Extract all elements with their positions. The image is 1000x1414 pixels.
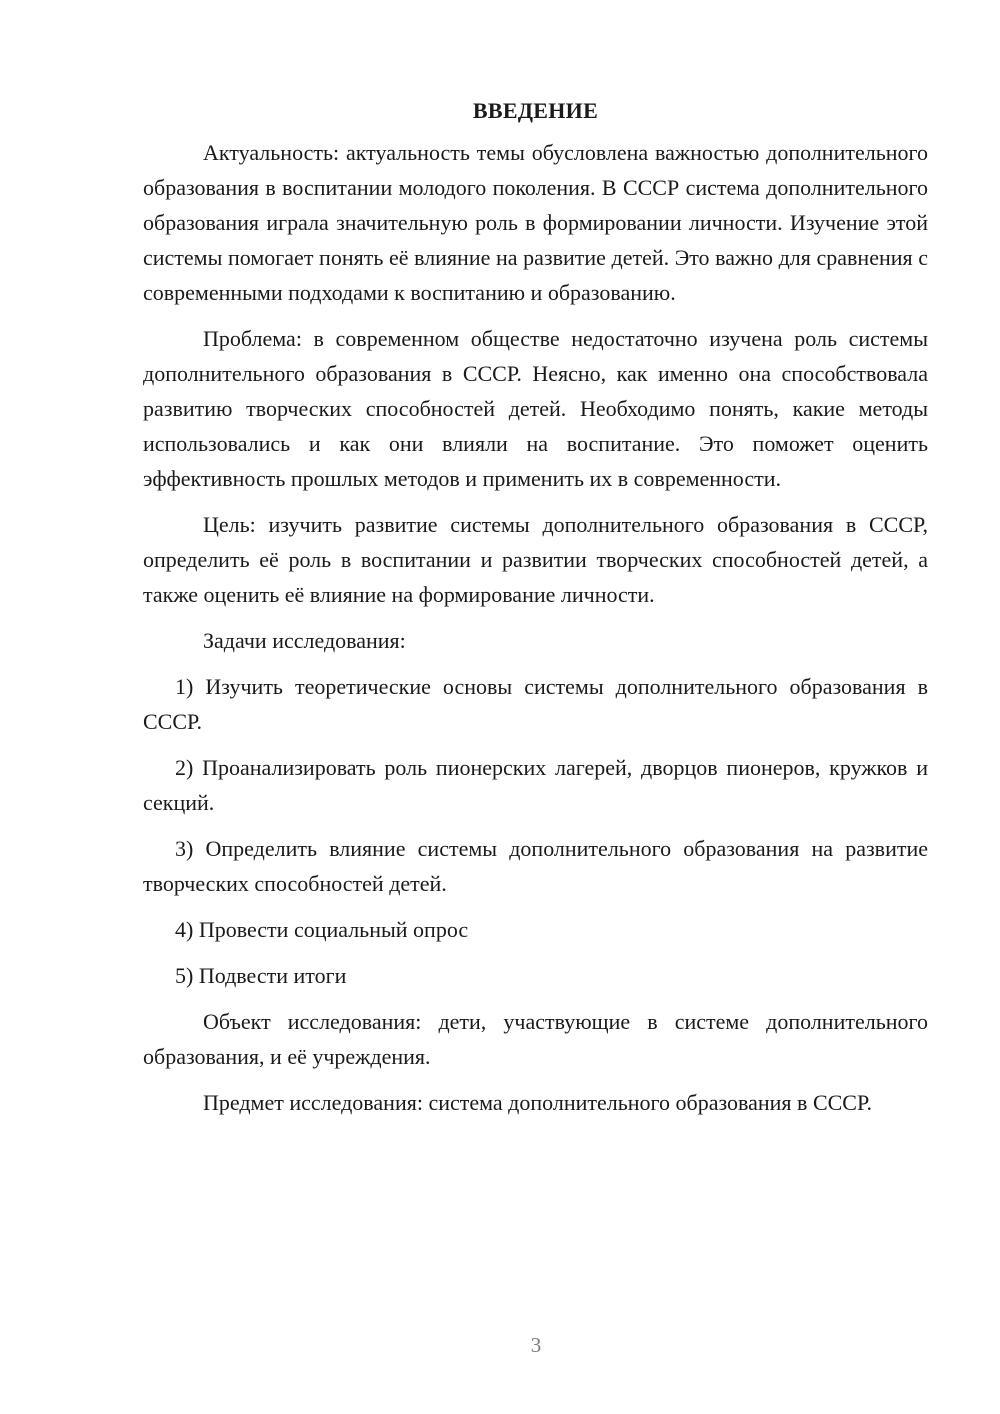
task-item-3: 3) Определить влияние системы дополнительного образования на развитие творческих способностей детей. [143, 836, 928, 896]
relevance-paragraph: Актуальность: актуальность темы обусловлена важностью дополнительного образования в воспитании молодого поколения. В СССР система дополнительного образования играла значительную роль в формировании личности. Изучение этой системы помогает понять её влияние на развитие детей. Это важно для сравнения с современными подходами к воспитанию и образованию. [143, 140, 928, 305]
page-content [143, 94, 928, 1120]
section-title: ВВЕДЕНИЕ [472, 98, 599, 123]
subject-paragraph: Предмет исследования: система дополнительного образования в СССР. [203, 1090, 872, 1115]
task-item-4: 4) Провести социальный опрос [175, 917, 469, 942]
problem-paragraph: Проблема: в современном обществе недостаточно изучена роль системы дополнительного образования в СССР. Неясно, как именно она способствовала развитию творческих способностей детей. Необходимо понять, какие методы использовались и как они влияли на воспитание. Это поможет оценить эффективность прошлых методов и применить их в современности. [143, 326, 928, 491]
goal-paragraph: Цель: изучить развитие системы дополнительного образования в СССР, определить её роль в воспитании и развитии творческих способностей детей, а также оценить её влияние на формирование личности. [143, 512, 928, 607]
task-item-2: 2) Проанализировать роль пионерских лагерей, дворцов пионеров, кружков и секций. [143, 755, 928, 815]
object-paragraph: Объект исследования: дети, участвующие в системе дополнительного образования, и её учреждения. [143, 1009, 928, 1069]
task-item-5: 5) Подвести итоги [175, 963, 347, 988]
page-number: 3 [530, 1333, 542, 1357]
tasks-heading: Задачи исследования: [203, 628, 406, 653]
task-item-1: 1) Изучить теоретические основы системы дополнительного образования в СССР. [143, 674, 928, 734]
